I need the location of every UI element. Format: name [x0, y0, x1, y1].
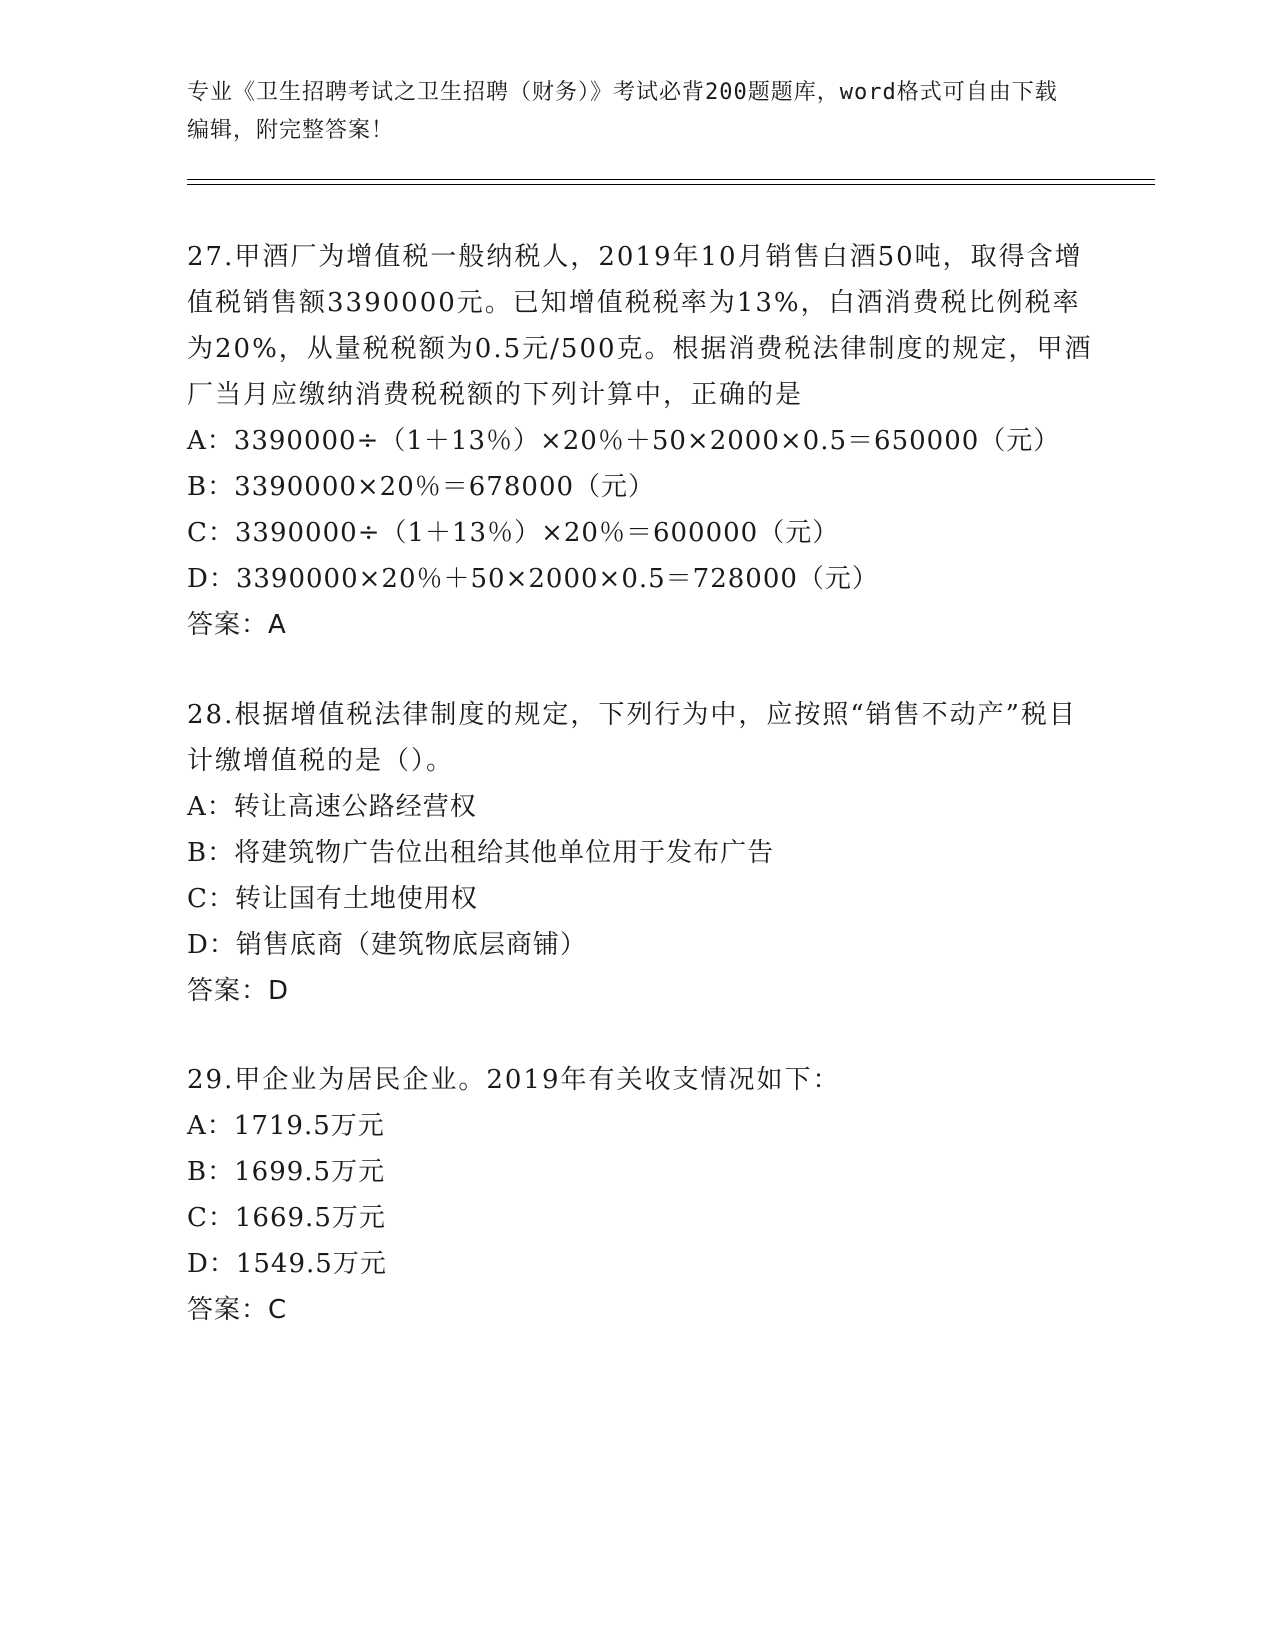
question-28 [187, 692, 1097, 1014]
option-list [187, 418, 1097, 602]
answer-line: 答案：D [187, 976, 290, 1006]
option-c: C：转让国有土地使用权 [187, 884, 478, 914]
question-29 [187, 1057, 1097, 1333]
answer-line: 答案：C [187, 1295, 288, 1325]
header-divider-top [187, 179, 1155, 180]
option-c: C：3390000÷（1＋13％）×20％＝600000（元） [187, 518, 840, 548]
option-a: A：1719.5万元 [187, 1111, 385, 1141]
question-stem: 29.甲企业为居民企业。2019年有关收支情况如下： [187, 1065, 841, 1095]
option-b: B：将建筑物广告位出租给其他单位用于发布广告 [187, 838, 775, 868]
option-list [187, 1103, 1097, 1287]
option-a: A：3390000÷（1＋13％）×20％＋50×2000×0.5＝650000（元） [187, 426, 1061, 456]
document-header: 专业《卫生招聘考试之卫生招聘（财务）》考试必背200题题库，word格式可自由下载编辑，附完整答案！ [187, 80, 1058, 143]
option-c: C：1669.5万元 [187, 1203, 386, 1233]
option-d: D：销售底商（建筑物底层商铺） [187, 930, 587, 960]
option-b: B：1699.5万元 [187, 1157, 386, 1187]
answer-line: 答案：A [187, 610, 287, 640]
option-d: D：3390000×20％＋50×2000×0.5＝728000（元） [187, 564, 879, 594]
option-b: B：3390000×20％＝678000（元） [187, 472, 656, 502]
question-stem: 28.根据增值税法律制度的规定，下列行为中，应按照“销售不动产”税目计缴增值税的是（）。 [187, 700, 1077, 776]
question-27 [187, 234, 1097, 648]
option-d: D：1549.5万元 [187, 1249, 387, 1279]
option-list [187, 784, 1097, 968]
header-divider-bottom [187, 184, 1155, 185]
question-stem: 27.甲酒厂为增值税一般纳税人，2019年10月销售白酒50吨，取得含增值税销售额3390000元。已知增值税税率为13%，白酒消费税比例税率为20%，从量税税额为0.5元/500克。根据消费税法律制度的规定，甲酒厂当月应缴纳消费税税额的下列计算中，正确的是 [187, 242, 1093, 410]
option-a: A：转让高速公路经营权 [187, 792, 477, 822]
